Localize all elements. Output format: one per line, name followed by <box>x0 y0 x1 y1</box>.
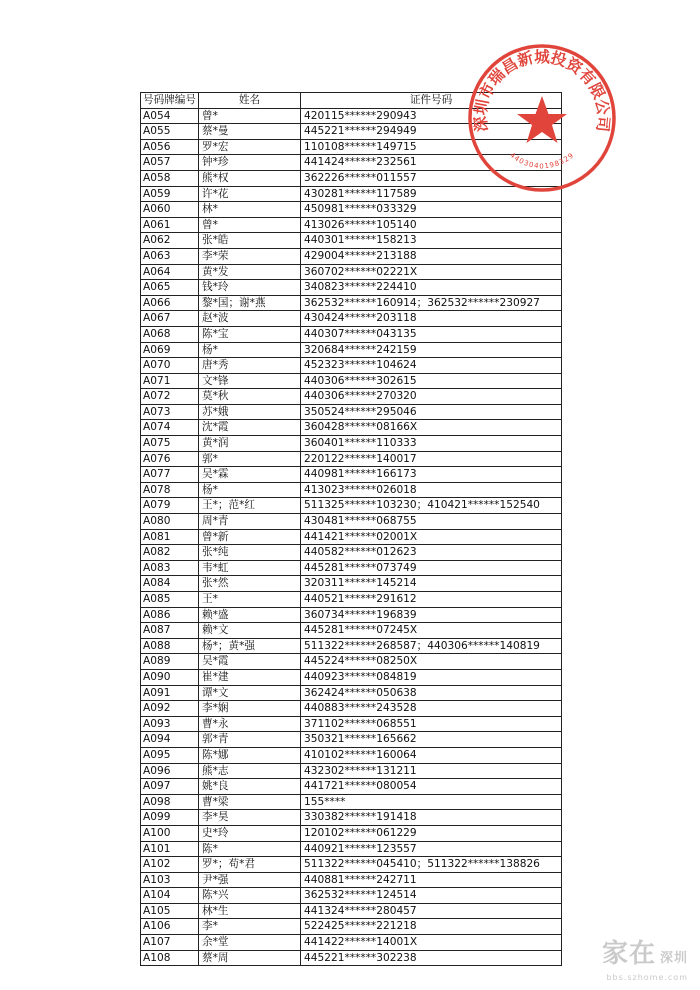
table-row <box>141 311 562 327</box>
name-cell: 文*锋 <box>199 373 301 389</box>
id-number-cell: 330382******191418 <box>301 810 562 826</box>
header-id-number: 证件号码 <box>301 93 562 109</box>
plate-number-cell: A066 <box>141 295 199 311</box>
plate-number-cell: A061 <box>141 217 199 233</box>
plate-number-cell: A091 <box>141 685 199 701</box>
plate-number-cell: A083 <box>141 560 199 576</box>
name-cell: 谭*文 <box>199 685 301 701</box>
table-row <box>141 280 562 296</box>
id-number-cell: 441422******14001X <box>301 935 562 951</box>
id-number-cell: 362532******124514 <box>301 888 562 904</box>
name-cell: 陈*娜 <box>199 747 301 763</box>
table-row <box>141 389 562 405</box>
name-cell: 杨* <box>199 342 301 358</box>
table-row <box>141 763 562 779</box>
table-row <box>141 233 562 249</box>
table-row <box>141 950 562 966</box>
plate-number-cell: A075 <box>141 436 199 452</box>
plate-number-cell: A077 <box>141 467 199 483</box>
plate-number-cell: A059 <box>141 186 199 202</box>
table-row <box>141 857 562 873</box>
plate-number-cell: A094 <box>141 732 199 748</box>
table-row <box>141 638 562 654</box>
table-row <box>141 919 562 935</box>
plate-number-cell: A072 <box>141 389 199 405</box>
name-cell: 张*皓 <box>199 233 301 249</box>
plate-number-cell: A104 <box>141 888 199 904</box>
table-row <box>141 404 562 420</box>
name-cell: 蔡*曼 <box>199 124 301 140</box>
name-cell: 陈* <box>199 841 301 857</box>
id-number-cell: 445224******08250X <box>301 654 562 670</box>
plate-number-cell: A073 <box>141 404 199 420</box>
plate-number-cell: A088 <box>141 638 199 654</box>
id-number-cell: 440881******242711 <box>301 872 562 888</box>
table-row <box>141 295 562 311</box>
plate-number-cell: A103 <box>141 872 199 888</box>
table-row <box>141 888 562 904</box>
id-number-cell: 430481******068755 <box>301 514 562 530</box>
table-row <box>141 732 562 748</box>
plate-number-cell: A055 <box>141 124 199 140</box>
table-row <box>141 607 562 623</box>
id-number-cell: 430281******117589 <box>301 186 562 202</box>
header-plate-number: 号码牌编号 <box>141 93 199 109</box>
table-row <box>141 872 562 888</box>
id-number-cell: 120102******061229 <box>301 825 562 841</box>
table-row <box>141 467 562 483</box>
table-row <box>141 669 562 685</box>
table-row <box>141 358 562 374</box>
plate-number-cell: A068 <box>141 326 199 342</box>
plate-number-cell: A064 <box>141 264 199 280</box>
table-row <box>141 545 562 561</box>
table-row <box>141 217 562 233</box>
id-number-cell: 340823******224410 <box>301 280 562 296</box>
id-number-cell: 430424******203118 <box>301 311 562 327</box>
table-row <box>141 202 562 218</box>
seal-company-name: 深圳市瑞昌新城投资有限公司 <box>471 48 613 133</box>
table-row <box>141 747 562 763</box>
watermark-main: 家在 <box>601 939 656 969</box>
id-number-cell: 441424******232561 <box>301 155 562 171</box>
name-cell: 黄*发 <box>199 264 301 280</box>
plate-number-cell: A090 <box>141 669 199 685</box>
plate-number-cell: A065 <box>141 280 199 296</box>
id-number-cell: 511322******268587；440306******140819 <box>301 638 562 654</box>
plate-number-cell: A086 <box>141 607 199 623</box>
name-cell: 李*昊 <box>199 810 301 826</box>
name-cell: 赵*波 <box>199 311 301 327</box>
id-number-cell: 445281******073749 <box>301 560 562 576</box>
name-cell: 吴*霞 <box>199 654 301 670</box>
plate-number-cell: A078 <box>141 482 199 498</box>
plate-number-cell: A105 <box>141 903 199 919</box>
name-cell: 罗*；苟*君 <box>199 857 301 873</box>
plate-number-cell: A081 <box>141 529 199 545</box>
name-cell: 史*玲 <box>199 825 301 841</box>
plate-number-cell: A080 <box>141 514 199 530</box>
table-row <box>141 326 562 342</box>
plate-number-cell: A095 <box>141 747 199 763</box>
table-row <box>141 903 562 919</box>
watermark-sub: 深圳 <box>659 951 688 966</box>
table-row <box>141 779 562 795</box>
watermark-url: bbs.szhome.com <box>606 973 688 982</box>
site-watermark <box>602 940 688 982</box>
header-name: 姓名 <box>199 93 301 109</box>
id-number-cell: 413026******105140 <box>301 217 562 233</box>
id-number-cell: 440307******043135 <box>301 326 562 342</box>
name-cell: 李*娴 <box>199 701 301 717</box>
name-cell: 崔*建 <box>199 669 301 685</box>
name-cell: 熊*志 <box>199 763 301 779</box>
name-cell: 黄*润 <box>199 436 301 452</box>
id-number-cell: 429004******213188 <box>301 248 562 264</box>
plate-number-cell: A106 <box>141 919 199 935</box>
table-row <box>141 514 562 530</box>
id-number-cell: 511325******103230；410421******152540 <box>301 498 562 514</box>
id-number-cell: 155**** <box>301 794 562 810</box>
id-number-cell: 511322******045410；511322******138826 <box>301 857 562 873</box>
id-number-cell: 440921******123557 <box>301 841 562 857</box>
name-cell: 陈*宝 <box>199 326 301 342</box>
name-cell: 李*荣 <box>199 248 301 264</box>
name-cell: 林* <box>199 202 301 218</box>
name-cell: 杨*；黄*强 <box>199 638 301 654</box>
name-cell: 周*青 <box>199 514 301 530</box>
plate-number-cell: A093 <box>141 716 199 732</box>
name-cell: 黎*国；谢*燕 <box>199 295 301 311</box>
plate-number-cell: A071 <box>141 373 199 389</box>
id-number-cell: 410102******160064 <box>301 747 562 763</box>
id-number-cell: 445221******294949 <box>301 124 562 140</box>
name-cell: 曹*永 <box>199 716 301 732</box>
table-row <box>141 420 562 436</box>
name-cell: 尹*强 <box>199 872 301 888</box>
name-cell: 钱*玲 <box>199 280 301 296</box>
id-number-cell: 440306******270320 <box>301 389 562 405</box>
table-row <box>141 841 562 857</box>
id-number-cell: 522425******221218 <box>301 919 562 935</box>
plate-number-cell: A100 <box>141 825 199 841</box>
plate-number-cell: A062 <box>141 233 199 249</box>
name-cell: 赖*文 <box>199 623 301 639</box>
id-number-cell: 413023******026018 <box>301 482 562 498</box>
plate-number-cell: A089 <box>141 654 199 670</box>
plate-number-cell: A102 <box>141 857 199 873</box>
id-number-cell: 452323******104624 <box>301 358 562 374</box>
id-number-cell: 350524******295046 <box>301 404 562 420</box>
plate-number-cell: A079 <box>141 498 199 514</box>
name-cell: 王*；范*红 <box>199 498 301 514</box>
plate-number-cell: A057 <box>141 155 199 171</box>
table-row <box>141 685 562 701</box>
id-number-cell: 440582******012623 <box>301 545 562 561</box>
id-number-cell: 420115******290943 <box>301 108 562 124</box>
name-cell: 钟*珍 <box>199 155 301 171</box>
id-number-cell: 450981******033329 <box>301 202 562 218</box>
name-cell: 杨* <box>199 482 301 498</box>
table-row <box>141 623 562 639</box>
id-number-cell: 360702******02221X <box>301 264 562 280</box>
company-seal <box>462 38 622 198</box>
id-number-cell: 362532******160914；362532******230927 <box>301 295 562 311</box>
table-row <box>141 654 562 670</box>
table-row <box>141 482 562 498</box>
name-cell: 余*堂 <box>199 935 301 951</box>
plate-number-cell: A099 <box>141 810 199 826</box>
name-cell: 唐*秀 <box>199 358 301 374</box>
name-cell: 韦*虹 <box>199 560 301 576</box>
plate-number-cell: A074 <box>141 420 199 436</box>
table-row <box>141 825 562 841</box>
id-number-cell: 362226******011557 <box>301 170 562 186</box>
name-cell: 曾* <box>199 108 301 124</box>
table-row <box>141 576 562 592</box>
table-row <box>141 794 562 810</box>
name-cell: 罗*宏 <box>199 139 301 155</box>
name-cell: 李* <box>199 919 301 935</box>
plate-number-cell: A108 <box>141 950 199 966</box>
id-number-cell: 445281******07245X <box>301 623 562 639</box>
name-cell: 姚*良 <box>199 779 301 795</box>
name-cell: 王* <box>199 592 301 608</box>
name-cell: 曾*新 <box>199 529 301 545</box>
name-cell: 沈*霞 <box>199 420 301 436</box>
plate-number-cell: A082 <box>141 545 199 561</box>
name-cell: 陈*兴 <box>199 888 301 904</box>
plate-number-cell: A092 <box>141 701 199 717</box>
name-cell: 苏*娥 <box>199 404 301 420</box>
name-cell: 曹*梁 <box>199 794 301 810</box>
name-cell: 莫*秋 <box>199 389 301 405</box>
table-row <box>141 342 562 358</box>
table-row <box>141 373 562 389</box>
plate-number-cell: A063 <box>141 248 199 264</box>
plate-number-cell: A087 <box>141 623 199 639</box>
id-number-cell: 371102******068551 <box>301 716 562 732</box>
id-number-cell: 445221******302238 <box>301 950 562 966</box>
id-number-cell: 320311******145214 <box>301 576 562 592</box>
id-number-cell: 440306******302615 <box>301 373 562 389</box>
plate-number-cell: A085 <box>141 592 199 608</box>
plate-number-cell: A097 <box>141 779 199 795</box>
number-plate-table <box>140 92 562 966</box>
id-number-cell: 440883******243528 <box>301 701 562 717</box>
plate-number-cell: A101 <box>141 841 199 857</box>
id-number-cell: 110108******149715 <box>301 139 562 155</box>
id-number-cell: 440301******158213 <box>301 233 562 249</box>
id-number-cell: 360428******08166X <box>301 420 562 436</box>
plate-number-cell: A070 <box>141 358 199 374</box>
id-number-cell: 220122******140017 <box>301 451 562 467</box>
id-number-cell: 440923******084819 <box>301 669 562 685</box>
table-row <box>141 701 562 717</box>
table-row <box>141 716 562 732</box>
id-number-cell: 440981******166173 <box>301 467 562 483</box>
plate-number-cell: A069 <box>141 342 199 358</box>
name-cell: 郭* <box>199 451 301 467</box>
table-row <box>141 451 562 467</box>
plate-number-cell: A060 <box>141 202 199 218</box>
plate-number-cell: A107 <box>141 935 199 951</box>
table-row <box>141 529 562 545</box>
id-number-cell: 432302******131211 <box>301 763 562 779</box>
id-number-cell: 360401******110333 <box>301 436 562 452</box>
plate-number-cell: A084 <box>141 576 199 592</box>
table-row <box>141 436 562 452</box>
table-row <box>141 592 562 608</box>
name-cell: 吴*霖 <box>199 467 301 483</box>
plate-number-cell: A098 <box>141 794 199 810</box>
name-cell: 许*花 <box>199 186 301 202</box>
name-cell: 林*生 <box>199 903 301 919</box>
id-number-cell: 441421******02001X <box>301 529 562 545</box>
name-cell: 张*然 <box>199 576 301 592</box>
name-cell: 蔡*周 <box>199 950 301 966</box>
name-cell: 郭*青 <box>199 732 301 748</box>
plate-number-cell: A058 <box>141 170 199 186</box>
table-row <box>141 248 562 264</box>
plate-number-cell: A054 <box>141 108 199 124</box>
table-row <box>141 264 562 280</box>
table-row <box>141 935 562 951</box>
seal-number: 4403040198329 <box>508 151 576 171</box>
id-number-cell: 440521******291612 <box>301 592 562 608</box>
table-row <box>141 810 562 826</box>
seal-star-icon <box>517 96 567 143</box>
name-cell: 曾* <box>199 217 301 233</box>
table-row <box>141 560 562 576</box>
plate-number-cell: A056 <box>141 139 199 155</box>
id-number-cell: 362424******050638 <box>301 685 562 701</box>
name-cell: 熊*权 <box>199 170 301 186</box>
plate-number-cell: A096 <box>141 763 199 779</box>
plate-number-cell: A076 <box>141 451 199 467</box>
id-number-cell: 320684******242159 <box>301 342 562 358</box>
id-number-cell: 441324******280457 <box>301 903 562 919</box>
table-row <box>141 498 562 514</box>
plate-number-cell: A067 <box>141 311 199 327</box>
name-cell: 赖*盛 <box>199 607 301 623</box>
name-cell: 张*纯 <box>199 545 301 561</box>
id-number-cell: 441721******080054 <box>301 779 562 795</box>
id-number-cell: 360734******196839 <box>301 607 562 623</box>
id-number-cell: 350321******165662 <box>301 732 562 748</box>
